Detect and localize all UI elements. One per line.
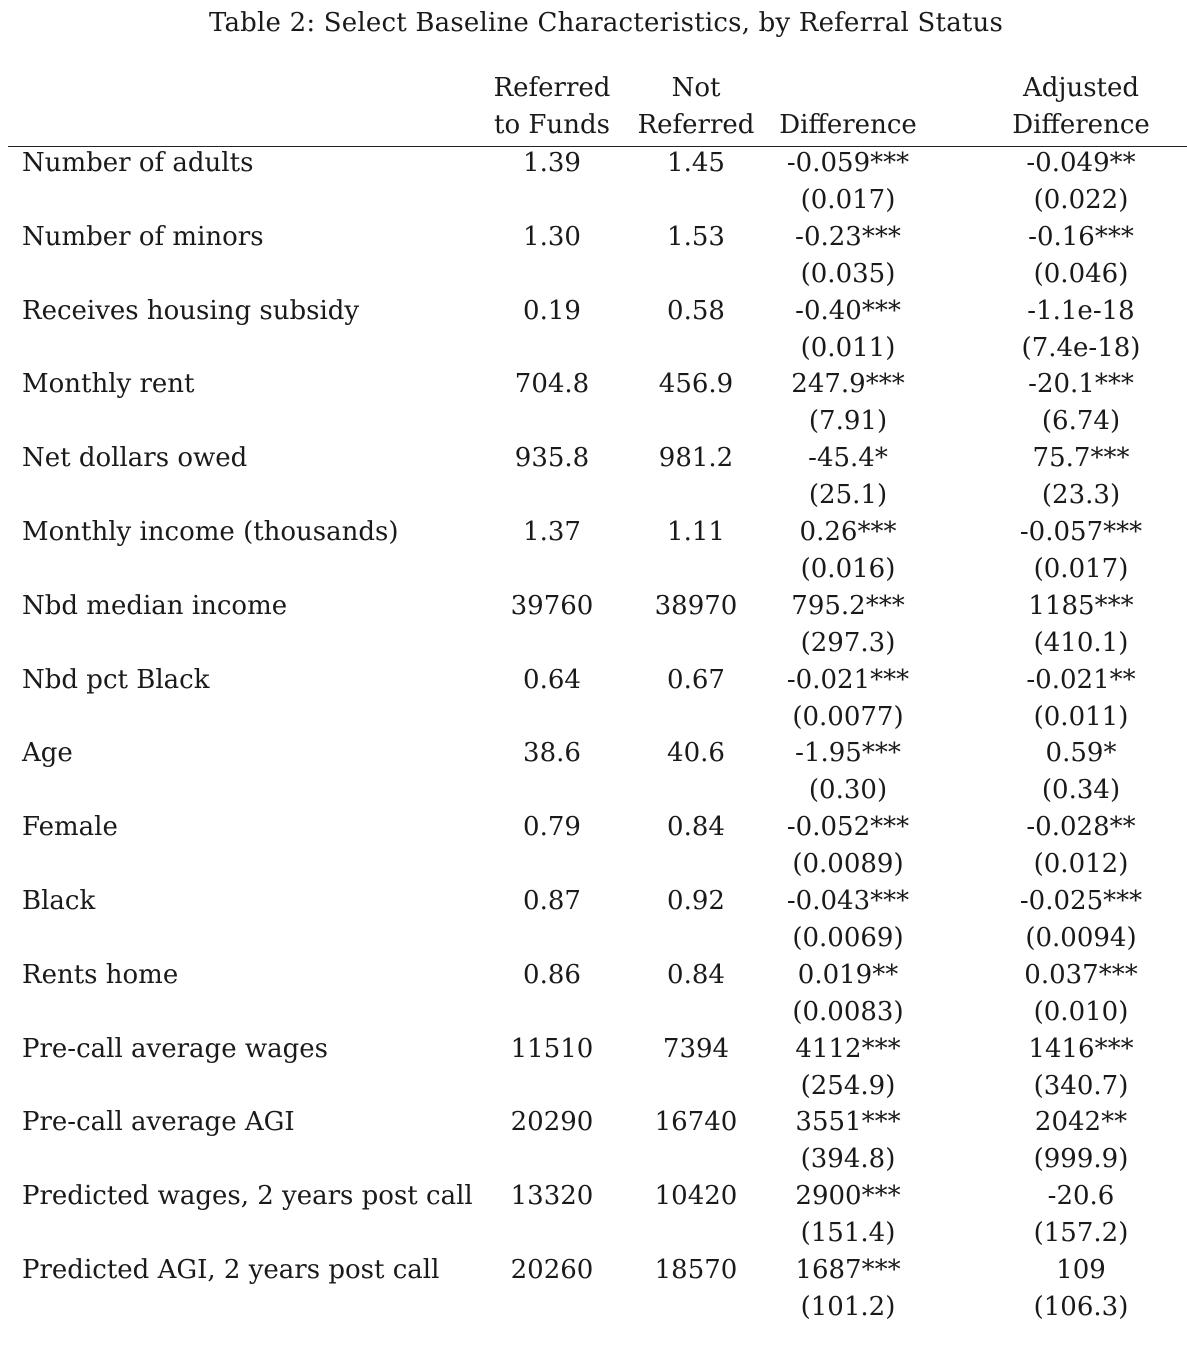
header-not-referred-line2: Referred [637, 110, 755, 140]
header-adjusted-line2: Difference [1012, 110, 1150, 140]
referred-value: 0.86 [523, 959, 581, 990]
difference-se: (25.1) [808, 480, 888, 511]
adjusted-difference-se: (0.011) [1033, 701, 1129, 732]
referred-value: 0.19 [523, 295, 581, 326]
not-referred-value: 1.45 [667, 148, 725, 178]
adjusted-difference-value: 1185*** [1028, 590, 1134, 621]
not-referred-value: 40.6 [667, 738, 725, 769]
adjusted-difference-se: (340.7) [1033, 1070, 1129, 1101]
not-referred-value: 16740 [654, 1107, 738, 1138]
difference-value: 247.9*** [791, 369, 905, 400]
adjusted-difference-value: 0.59* [1045, 738, 1117, 769]
adjusted-difference-value: 2042** [1034, 1107, 1128, 1138]
table-row [0, 662, 1187, 736]
referred-value: 11510 [510, 1033, 594, 1064]
not-referred-value: 10420 [654, 1181, 738, 1212]
difference-value: -0.059*** [786, 148, 910, 178]
referred-value: 13320 [510, 1181, 594, 1212]
adjusted-difference-se: (999.9) [1033, 1144, 1129, 1175]
adjusted-difference-se: (0.017) [1033, 554, 1129, 584]
difference-se: (0.017) [800, 185, 896, 215]
adjusted-difference-se: (410.1) [1033, 627, 1129, 658]
table-row [0, 883, 1187, 957]
difference-value: -0.052*** [786, 812, 910, 843]
difference-value: -1.95*** [795, 738, 901, 769]
adjusted-difference-se: (0.012) [1033, 849, 1129, 880]
adjusted-difference-value: -1.1e-18 [1027, 295, 1135, 326]
table-row [0, 145, 1187, 219]
referred-value: 39760 [510, 590, 594, 621]
table-row [0, 735, 1187, 809]
row-label: Nbd pct Black [22, 664, 210, 695]
adjusted-difference-value: -0.021** [1026, 664, 1136, 695]
header-not-referred-line1: Not [671, 73, 721, 103]
table-row [0, 514, 1187, 588]
adjusted-difference-value: -20.1*** [1028, 369, 1134, 400]
row-label: Net dollars owed [22, 443, 248, 474]
referred-value: 0.87 [523, 886, 581, 916]
difference-value: 2900*** [795, 1181, 901, 1212]
difference-se: (0.035) [800, 258, 896, 289]
header-not-referred [636, 70, 756, 144]
not-referred-value: 7394 [662, 1033, 730, 1064]
not-referred-value: 0.84 [667, 959, 725, 990]
row-label: Number of adults [22, 148, 254, 178]
difference-se: (297.3) [800, 627, 896, 658]
difference-se: (0.0089) [792, 849, 904, 880]
row-label: Predicted wages, 2 years post call [22, 1181, 473, 1212]
difference-se: (7.91) [808, 406, 888, 437]
adjusted-difference-se: (23.3) [1041, 480, 1121, 511]
difference-se: (0.30) [808, 775, 888, 806]
difference-value: -0.23*** [795, 221, 901, 252]
table-row [0, 440, 1187, 514]
difference-se: (151.4) [800, 1218, 896, 1249]
table-row [0, 809, 1187, 883]
adjusted-difference-value: -0.025*** [1019, 886, 1143, 916]
difference-se: (0.0077) [792, 701, 904, 732]
header-difference-line2: Difference [779, 110, 917, 140]
adjusted-difference-se: (0.022) [1033, 185, 1129, 215]
adjusted-difference-value: -0.049** [1026, 148, 1136, 178]
adjusted-difference-se: (7.4e-18) [1021, 332, 1141, 363]
difference-value: 0.26*** [799, 517, 897, 547]
adjusted-difference-value: 1416*** [1028, 1033, 1134, 1064]
row-label: Monthly income (thousands) [22, 517, 399, 547]
adjusted-difference-se: (106.3) [1033, 1292, 1129, 1322]
difference-value: 3551*** [795, 1107, 901, 1138]
table-caption: Table 2: Select Baseline Characteristics, by Referral Status [208, 8, 1004, 38]
difference-value: -45.4* [808, 443, 888, 474]
adjusted-difference-value: 109 [1056, 1255, 1106, 1285]
header-referred-line2: to Funds [494, 110, 610, 140]
adjusted-difference-value: -20.6 [1047, 1181, 1115, 1212]
difference-value: -0.40*** [795, 295, 901, 326]
header-adjusted-line1: Adjusted [1022, 73, 1140, 103]
referred-value: 1.30 [523, 221, 581, 252]
difference-value: 0.019** [797, 959, 899, 990]
difference-se: (0.0069) [792, 923, 904, 953]
not-referred-value: 38970 [654, 590, 738, 621]
header-referred [490, 70, 614, 144]
not-referred-value: 18570 [654, 1255, 738, 1285]
table-row [0, 957, 1187, 1031]
adjusted-difference-value: -0.057*** [1019, 517, 1143, 547]
not-referred-value: 0.84 [667, 812, 725, 843]
table-row [0, 1031, 1187, 1105]
header-referred-line1: Referred [493, 73, 611, 103]
header-difference [775, 107, 921, 144]
difference-se: (0.016) [800, 554, 896, 584]
table-row [0, 1178, 1187, 1252]
adjusted-difference-value: 0.037*** [1024, 959, 1138, 990]
not-referred-value: 456.9 [658, 369, 734, 400]
not-referred-value: 981.2 [658, 443, 734, 474]
table-row [0, 1252, 1187, 1326]
adjusted-difference-value: -0.028** [1026, 812, 1136, 843]
row-label: Pre-call average wages [22, 1033, 328, 1064]
referred-value: 0.79 [523, 812, 581, 843]
table-row [0, 1104, 1187, 1178]
row-label: Receives housing subsidy [22, 295, 360, 326]
referred-value: 704.8 [514, 369, 590, 400]
adjusted-difference-se: (0.34) [1041, 775, 1121, 806]
table-row [0, 366, 1187, 440]
referred-value: 20260 [510, 1255, 594, 1285]
table-row [0, 219, 1187, 293]
not-referred-value: 1.53 [667, 221, 725, 252]
difference-value: -0.021*** [786, 664, 910, 695]
referred-value: 1.37 [523, 517, 581, 547]
row-label: Pre-call average AGI [22, 1107, 295, 1138]
difference-value: 4112*** [795, 1033, 901, 1064]
row-label: Monthly rent [22, 369, 195, 400]
referred-value: 0.64 [523, 664, 581, 695]
row-label: Rents home [22, 959, 179, 990]
referred-value: 20290 [510, 1107, 594, 1138]
adjusted-difference-se: (0.010) [1033, 996, 1129, 1027]
difference-se: (101.2) [800, 1292, 896, 1322]
difference-se: (0.0083) [792, 996, 904, 1027]
row-label: Nbd median income [22, 590, 288, 621]
difference-value: 795.2*** [791, 590, 905, 621]
difference-value: -0.043*** [786, 886, 910, 916]
difference-se: (254.9) [800, 1070, 896, 1101]
adjusted-difference-value: 75.7*** [1032, 443, 1130, 474]
row-label: Female [22, 812, 118, 843]
not-referred-value: 0.92 [667, 886, 725, 916]
table-row [0, 293, 1187, 367]
adjusted-difference-se: (157.2) [1033, 1218, 1129, 1249]
adjusted-difference-se: (6.74) [1041, 406, 1121, 437]
adjusted-difference-se: (0.046) [1033, 258, 1129, 289]
referred-value: 935.8 [514, 443, 590, 474]
row-label: Number of minors [22, 221, 264, 252]
referred-value: 1.39 [523, 148, 581, 178]
adjusted-difference-se: (0.0094) [1025, 923, 1137, 953]
adjusted-difference-value: -0.16*** [1028, 221, 1134, 252]
row-label: Age [22, 738, 73, 769]
not-referred-value: 1.11 [667, 517, 725, 547]
referred-value: 38.6 [523, 738, 581, 769]
difference-se: (394.8) [800, 1144, 896, 1175]
not-referred-value: 0.67 [667, 664, 725, 695]
row-label: Black [22, 886, 96, 916]
difference-se: (0.011) [800, 332, 896, 363]
table-row [0, 588, 1187, 662]
header-adjusted-difference [1002, 70, 1160, 144]
row-label: Predicted AGI, 2 years post call [22, 1255, 440, 1285]
difference-value: 1687*** [795, 1255, 901, 1285]
not-referred-value: 0.58 [667, 295, 725, 326]
